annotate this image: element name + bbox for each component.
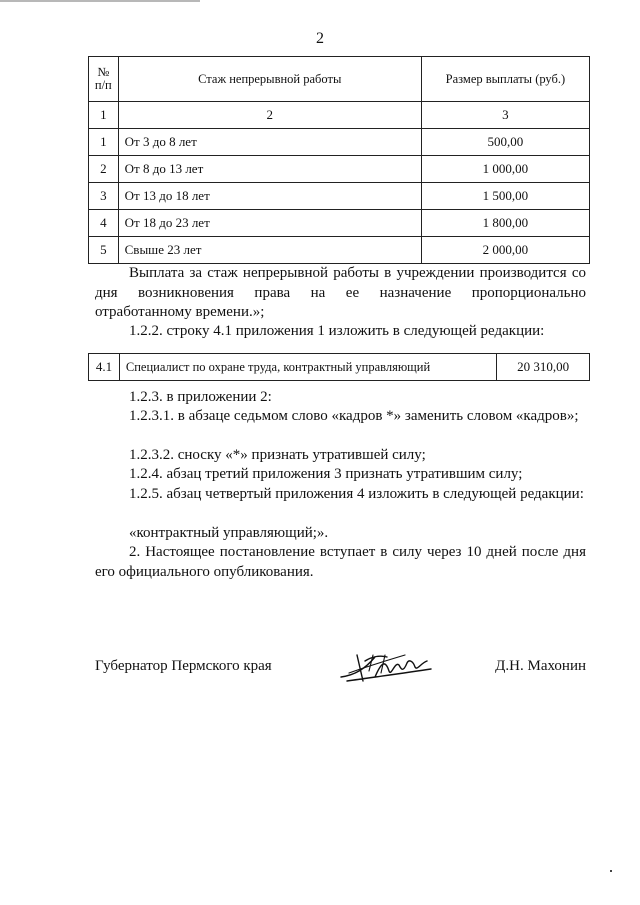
handwritten-signature	[335, 647, 435, 687]
paragraph-2: 2. Настоящее постановление вступает в силу через 10 дней после дня его официального опубликования.	[95, 544, 586, 580]
row-amount: 2 000,00	[421, 237, 589, 264]
index-cell: 3	[421, 102, 589, 129]
row-num: 4	[89, 210, 119, 237]
paragraph-1-2-5: 1.2.5. абзац четвертый приложения 4 изложить в следующей редакции:	[129, 486, 584, 502]
amend-title: Специалист по охране труда, контрактный управляющий	[119, 354, 496, 381]
row-stage: От 18 до 23 лет	[118, 210, 421, 237]
row-num: 3	[89, 183, 119, 210]
paragraph-1-2-4: 1.2.4. абзац третий приложения 3 признать утратившим силу;	[129, 466, 523, 482]
index-cell: 1	[89, 102, 119, 129]
paragraph-payment-note: Выплата за стаж непрерывной работы в учреждении производится со дня возникновения права на ее назначение пропорционально отработанному времени.»;	[95, 265, 586, 320]
paragraph-1-2-3: 1.2.3. в приложении 2:	[129, 389, 272, 405]
signatory-title: Губернатор Пермского края	[95, 658, 272, 674]
index-cell: 2	[118, 102, 421, 129]
row-amount: 1 800,00	[421, 210, 589, 237]
paragraph-1-2-2: 1.2.2. строку 4.1 приложения 1 изложить в следующей редакции:	[129, 323, 545, 339]
table-index-row	[89, 102, 590, 129]
payment-table	[88, 56, 590, 264]
table-header-row	[89, 57, 590, 102]
table-row	[89, 129, 590, 156]
table-row	[89, 354, 590, 381]
row-stage: От 8 до 13 лет	[118, 156, 421, 183]
paragraph-1-2-3-1: 1.2.3.1. в абзаце седьмом слово «кадров *» заменить словом «кадров»;	[129, 408, 579, 424]
page-number: 2	[316, 30, 324, 47]
table-row	[89, 183, 590, 210]
table-row	[89, 237, 590, 264]
amend-value: 20 310,00	[497, 354, 590, 381]
table-row	[89, 156, 590, 183]
row-stage: Свыше 23 лет	[118, 237, 421, 264]
row-amount: 500,00	[421, 129, 589, 156]
header-stage: Стаж непрерывной работы	[118, 57, 421, 102]
row-num: 5	[89, 237, 119, 264]
amend-num: 4.1	[89, 354, 120, 381]
header-amount: Размер выплаты (руб.)	[421, 57, 589, 102]
paragraph-1-2-3-2: 1.2.3.2. сноску «*» признать утратившей силу;	[129, 447, 426, 463]
row-stage: От 3 до 8 лет	[118, 129, 421, 156]
paragraph-quote: «контрактный управляющий;».	[129, 525, 329, 541]
scan-speck	[610, 870, 612, 872]
signatory-name: Д.Н. Махонин	[495, 658, 586, 674]
row-stage: От 13 до 18 лет	[118, 183, 421, 210]
scan-top-edge	[0, 0, 200, 2]
table-row	[89, 210, 590, 237]
row-num: 2	[89, 156, 119, 183]
signature-block	[95, 655, 586, 695]
header-num: № п/п	[89, 57, 119, 102]
row-amount: 1 500,00	[421, 183, 589, 210]
amendment-table	[88, 353, 590, 381]
row-num: 1	[89, 129, 119, 156]
row-amount: 1 000,00	[421, 156, 589, 183]
